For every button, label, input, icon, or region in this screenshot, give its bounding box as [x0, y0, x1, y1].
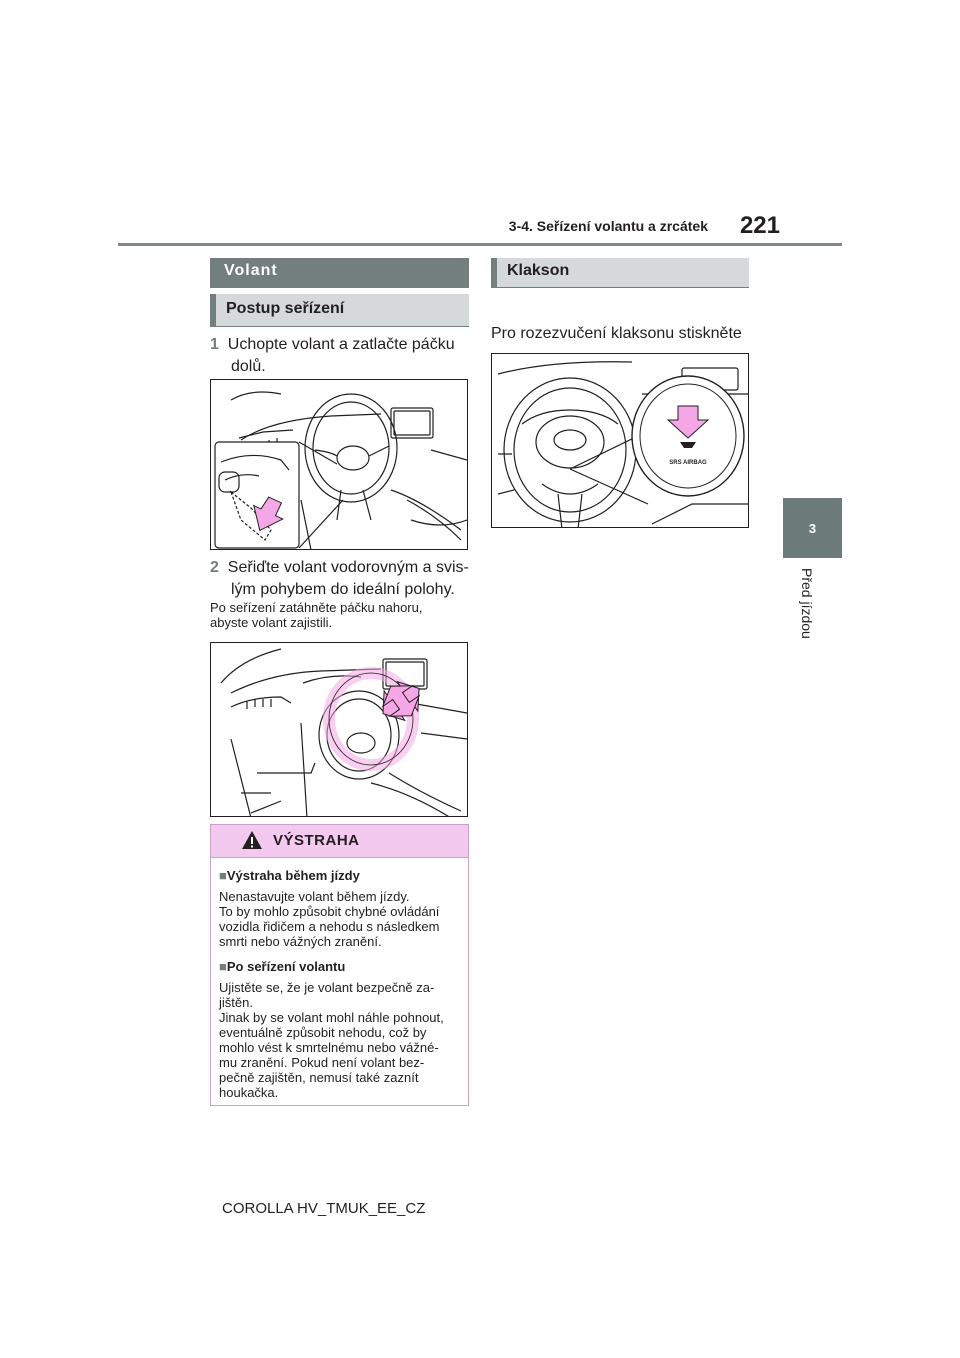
horn-instruction: Pro rozezvučení klaksonu stiskněte	[491, 323, 753, 373]
illustration-wheel-adjust	[210, 642, 468, 817]
section-title-klakson: Klakson	[491, 258, 749, 288]
section-title-volant: Volant	[210, 258, 469, 288]
chapter-tab[interactable]	[783, 498, 842, 558]
illustration-horn	[491, 353, 749, 528]
warning-item-2-title: ■Po seřízení volantu	[219, 959, 346, 974]
horn-illustration	[492, 354, 749, 528]
steering-lever-illustration	[211, 380, 468, 550]
illustration-lever-release	[210, 379, 468, 550]
warning-header	[211, 825, 468, 858]
step-1: 1 Uchopte volant a zatlačte páčku dolů.	[210, 336, 455, 375]
footer-model: COROLLA HV_TMUK_EE_CZ	[222, 1200, 426, 1217]
warning-box	[210, 824, 469, 1106]
step-2: 2 Seřiďte volant vodorovným a svis- lým pohybem do ideální polohy.	[210, 559, 469, 598]
chapter-title: Před jízdou	[799, 568, 815, 639]
page-number: 221	[739, 212, 780, 239]
step-number: 2	[210, 559, 219, 576]
airbag-label: SRS AIRBAG	[669, 460, 707, 466]
warning-title: VÝSTRAHA	[273, 832, 360, 849]
warning-triangle-icon	[241, 830, 263, 850]
warning-item-1-text: Nenastavujte volant během jízdy. To by mohlo způsobit chybné ovládání vozidla řidičem a nehodu s následkem smrti nebo vážných zranění.	[219, 889, 440, 949]
running-header: 3-4. Seřízení volantu a zrcátek	[508, 218, 708, 234]
steering-adjust-illustration	[211, 643, 468, 817]
subsection-title-postup: Postup seřízení	[210, 294, 469, 327]
step-2-note: Po seřízení zatáhněte páčku nahoru, abyste volant zajistili.	[210, 600, 423, 630]
warning-item-1-title: ■Výstraha během jízdy	[219, 868, 360, 883]
step-number: 1	[210, 336, 219, 353]
chapter-number: 3	[808, 520, 817, 536]
header-rule	[118, 243, 842, 246]
warning-item-2-text: Ujistěte se, že je volant bezpečně za- jištěn. Jinak by se volant mohl náhle pohnout, eventuálně způsobit nehodu, což by mohlo vést k smrtelnému nebo vážné- mu zranění. Pokud není volant bez- pečně zajištěn, nemusí také zaznít houkačka.	[219, 980, 444, 1100]
warning-content	[211, 858, 468, 1100]
